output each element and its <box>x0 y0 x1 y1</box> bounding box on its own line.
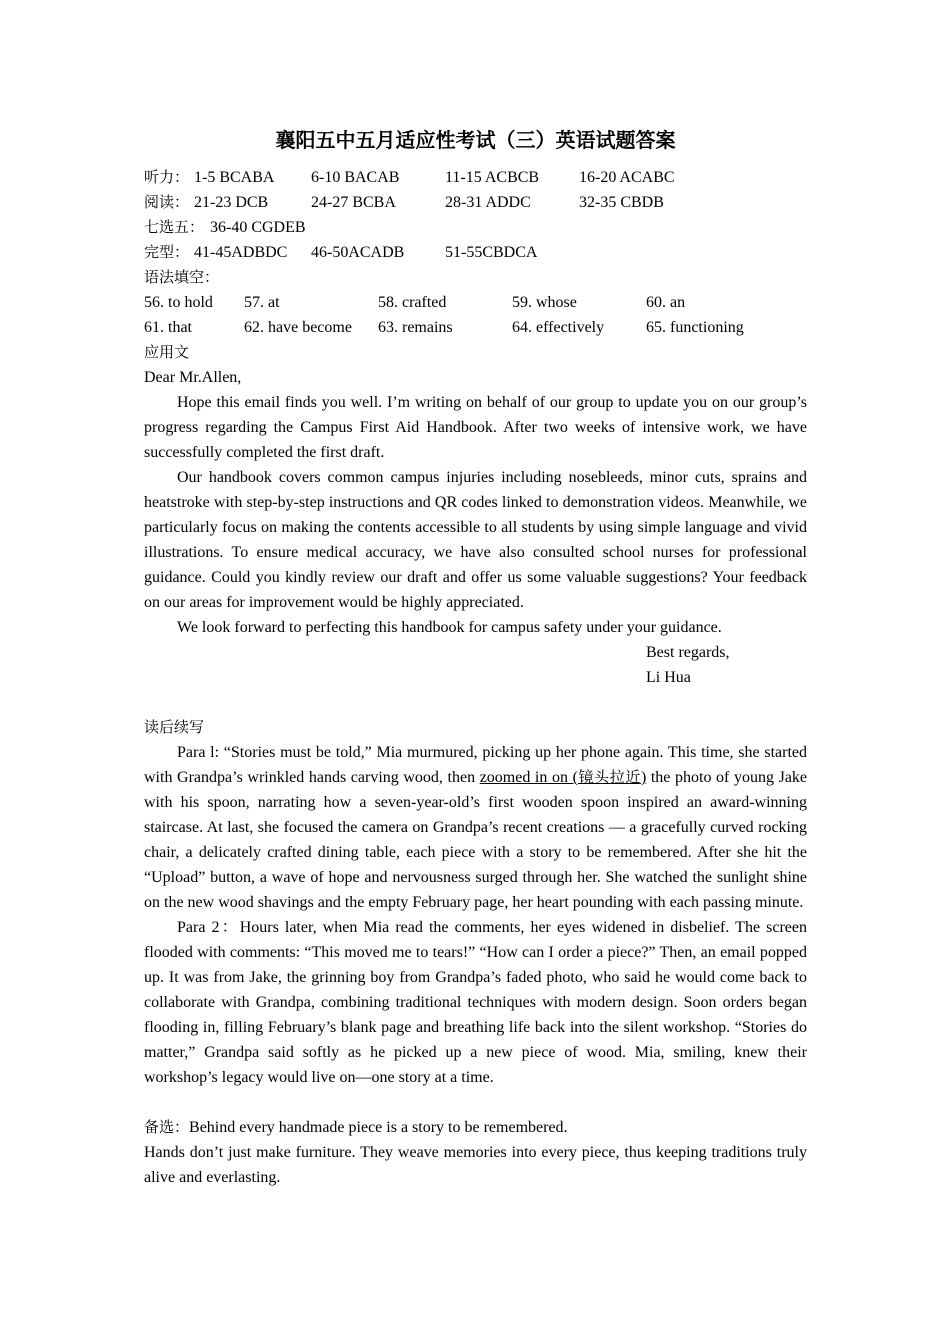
letter-greeting: Dear Mr.Allen, <box>144 369 242 386</box>
para2-label: Para 2： <box>177 919 240 936</box>
answer-group: 32-35 CBDB <box>579 194 664 211</box>
letter-section-label: 应用文 <box>144 343 190 361</box>
letter-paragraph: We look forward to perfecting this handbook for campus safety under your guidance. <box>177 619 722 636</box>
answer-group: 51-55CBDCA <box>445 244 538 261</box>
page-title: 襄阳五中五月适应性考试（三）英语试题答案 <box>275 128 676 152</box>
grammar-answer: 62. have become <box>244 319 352 336</box>
document-body <box>144 165 807 1190</box>
seven-five-label: 七选五： <box>144 218 205 236</box>
grammar-answer: 63. remains <box>378 319 453 336</box>
grammar-answer: 64. effectively <box>512 319 605 336</box>
listening-answers <box>144 165 189 190</box>
answer-group: 36-40 CGDEB <box>210 219 306 236</box>
grammar-label: 语法填空： <box>144 268 220 286</box>
para2-text: Hours later, when Mia read the comments, her eyes widened in disbelief. The screen flooded with comments: “This moved me to tears!” “How can I order a piece?” Then, an email popped up. It was from Jake, the grinning boy from Grandpa’s faded photo, who said he would come back to collaborate with Grandpa, combining traditional techniques with modern design. Soon orders began flooding in, filling February’s blank page and breathing life back into the silent workshop. “Stories do matter,” Grandpa said softly as he picked up a new piece of wood. Mia, smiling, knew their workshop’s legacy would live on—one story at a time. <box>144 919 807 1086</box>
alternative-line <box>144 1115 807 1140</box>
grammar-answer: 57. at <box>244 294 280 311</box>
answer-group: 21-23 DCB <box>194 194 269 211</box>
grammar-answer: 59. whose <box>512 294 577 311</box>
answer-group: 41-45ADBDC <box>194 244 288 261</box>
continuation-paragraph-1 <box>144 740 807 915</box>
answer-group: 11-15 ACBCB <box>445 169 540 186</box>
grammar-answers-row <box>144 290 807 315</box>
grammar-answer: 65. functioning <box>646 319 744 336</box>
underlined-close: ) <box>640 769 647 786</box>
underlined-text: zoomed in on ( <box>479 769 578 786</box>
listening-label: 听力： <box>144 168 190 186</box>
seven-five-answers <box>144 215 807 240</box>
grammar-answers-row <box>144 315 807 340</box>
reading-answers <box>144 190 807 215</box>
cloze-label: 完型： <box>144 243 190 261</box>
grammar-answer: 56. to hold <box>144 294 213 311</box>
answer-group: 6-10 BACAB <box>311 169 400 186</box>
answer-group: 28-31 ADDC <box>445 194 531 211</box>
para1-text-end: the photo of young Jake with his spoon, narrating how a seven-year-old’s first wooden spoon inspired an award-winning staircase. At last, she focused the camera on Grandpa’s recent creations — a gracefully curved rocking chair, a delicately crafted dining table, each piece with a story to be remembered. After she hit the “Upload” button, a wave of hope and nervousness surged through her. She watched the sunlight shine on the new wood shavings and the empty February page, her heart pounding with each passing minute. <box>144 769 808 911</box>
cloze-answers <box>144 240 807 265</box>
continuation-section-label: 读后续写 <box>144 718 205 736</box>
letter-paragraph: Hope this email finds you well. I’m writing on behalf of our group to update you on our group’s progress regarding the Campus First Aid Handbook. After two weeks of intensive work, we have successfully completed the first draft. <box>144 394 807 461</box>
reading-label: 阅读： <box>144 193 190 211</box>
grammar-answer: 60. an <box>646 294 686 311</box>
listening-answers <box>144 165 807 190</box>
alternative-label: 备选： <box>144 1118 190 1136</box>
letter-closing: Best regards, <box>646 644 730 661</box>
underlined-gloss: 镜头拉近 <box>577 768 641 786</box>
grammar-answer: 61. that <box>144 319 192 336</box>
answer-group: 46-50ACADB <box>311 244 405 261</box>
letter-paragraph: Our handbook covers common campus injuries including nosebleeds, minor cuts, sprains and heatstroke with step-by-step instructions and QR codes linked to demonstration videos. Meanwhile, we particularly focus on making the contents accessible to all students by using simple language and vivid illustrations. To ensure medical accuracy, we have also consulted school nurses for professional guidance. Could you kindly review our draft and offer us some valuable suggestions? Your feedback on our areas for improvement would be highly appreciated. <box>144 469 807 611</box>
alternative-first-sentence: Behind every handmade piece is a story to be remembered. <box>189 1119 568 1136</box>
answer-group: 16-20 ACABC <box>579 169 675 186</box>
letter-signature: Li Hua <box>646 669 691 686</box>
answer-group: 1-5 BCABA <box>194 169 275 186</box>
grammar-answer: 58. crafted <box>378 294 447 311</box>
answer-group: 24-27 BCBA <box>311 194 396 211</box>
alternative-second-sentence: Hands don’t just make furniture. They weave memories into every piece, thus keeping traditions truly alive and everlasting. <box>144 1144 807 1186</box>
continuation-paragraph-2 <box>144 915 807 1090</box>
underlined-phrase <box>480 769 647 786</box>
para1-text-start: Para l: “Stories must be told,” Mia murmured, picking up her phone again. This time, she started with Grandpa’s wrinkled hands carving wood, then <box>144 744 807 786</box>
